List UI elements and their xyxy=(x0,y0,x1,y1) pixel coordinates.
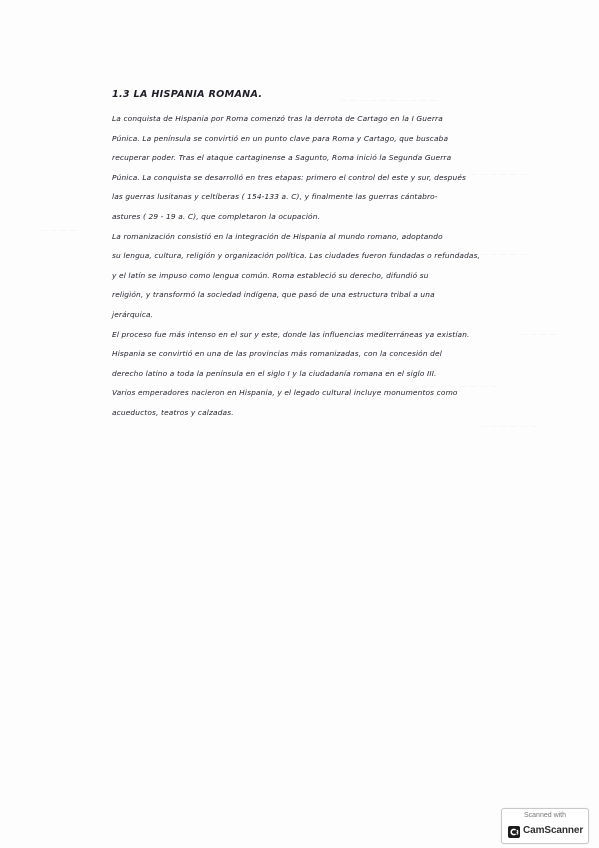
body-text xyxy=(112,109,572,423)
text-line: religión, y transformó la sociedad indígena, que pasó de una estructura tribal a una xyxy=(112,290,435,300)
camscanner-logo-icon xyxy=(508,826,520,838)
text-line: recuperar poder. Tras el ataque cartaginense a Sagunto, Roma inició la Segunda Guerra xyxy=(112,153,452,163)
handwritten-notes xyxy=(112,88,572,423)
camscanner-watermark xyxy=(501,808,589,844)
text-line: su lengua, cultura, religión y organización política. Las ciudades fueron fundadas o refundadas, xyxy=(112,251,481,261)
text-line: La conquista de Hispania por Roma comenzó tras la derrota de Cartago en la I Guerra xyxy=(112,114,443,123)
text-line: Púnica. La conquista se desarrolló en tres etapas: primero el control del este y sur, después xyxy=(112,172,467,182)
text-line: derecho latino a toda la península en el siglo I y la ciudadanía romana en el siglo III. xyxy=(112,368,437,378)
page-title: 1.3 LA HISPANIA ROMANA. xyxy=(112,89,263,100)
text-line: y el latín se impuso como lengua común. Roma estableció su derecho, difundió su xyxy=(112,270,429,280)
text-line: astures ( 29 - 19 a. C), que completaron la ocupación. xyxy=(112,211,321,221)
text-line: las guerras lusitanas y celtíberas ( 154-133 a. C), y finalmente las guerras cántabro- xyxy=(112,192,438,202)
text-line: Púnica. La península se convirtió en un punto clave para Roma y Cartago, que buscaba xyxy=(112,133,449,143)
text-line: jerárquica. xyxy=(112,309,154,319)
text-line: La romanización consistió en la integración de Hispania al mundo romano, adoptando xyxy=(112,231,443,241)
text-line: acueductos, teatros y calzadas. xyxy=(112,407,234,417)
text-line: Varios emperadores nacieron en Hispania, y el legado cultural incluye monumentos como xyxy=(112,388,458,398)
watermark-caption: Scanned with xyxy=(523,812,567,819)
watermark-brand: CamScanner xyxy=(523,825,584,836)
text-line: Hispania se convirtió en una de las provincias más romanizadas, con la concesión del xyxy=(112,349,442,359)
text-line: El proceso fue más intenso en el sur y este, donde las influencias mediterráneas ya existían. xyxy=(112,329,470,339)
scanned-page: — — — — — — — — — — — — — — — — — — — — — — — — — — — — — — — — — — — — — — — — — — — — 1.3 LA HISPANIA ROMANA. La conquista de Hispania por Roma comenzó tras la derrota de Cartago en la I Guerra Púnica. La península se convirtió en un punto clave para Roma y Cartago, que buscaba recuperar poder. Tras el ataque cartaginense a Sagunto, Roma inició la Segunda Guerra Púnica. La conquista se desarrolló en tres etapas: primero el control del este y sur, después las guerras lusitanas y celtíberas ( 154-133 a. C), y finalmente las guerras cántabro- astures ( 29 - 19 a. C), que completaron la ocupación. La romanización consistió en la integración de Hispania al mundo romano, adoptando su lengua, cultura, religión y organización política. Las ciudades fueron fundadas o refundadas, y el latín se impuso como lengua común. Roma estableció su derecho, difundió su religión, y transformó la sociedad indígena, que pasó de una estructura tribal a una jerárquica. El proceso fue más intenso en el sur y este, donde las influencias mediterráneas ya existían. Hispania se convirtió en una de las provincias más romanizadas, con la concesión del derecho latino a toda la península en el siglo I y la ciudadanía romana en el siglo III. Varios emperadores nacieron en Hispania, y el legado cultural incluye monumentos como acueductos, teatros y calzadas. Scanned with CamScanner xyxy=(0,0,599,848)
